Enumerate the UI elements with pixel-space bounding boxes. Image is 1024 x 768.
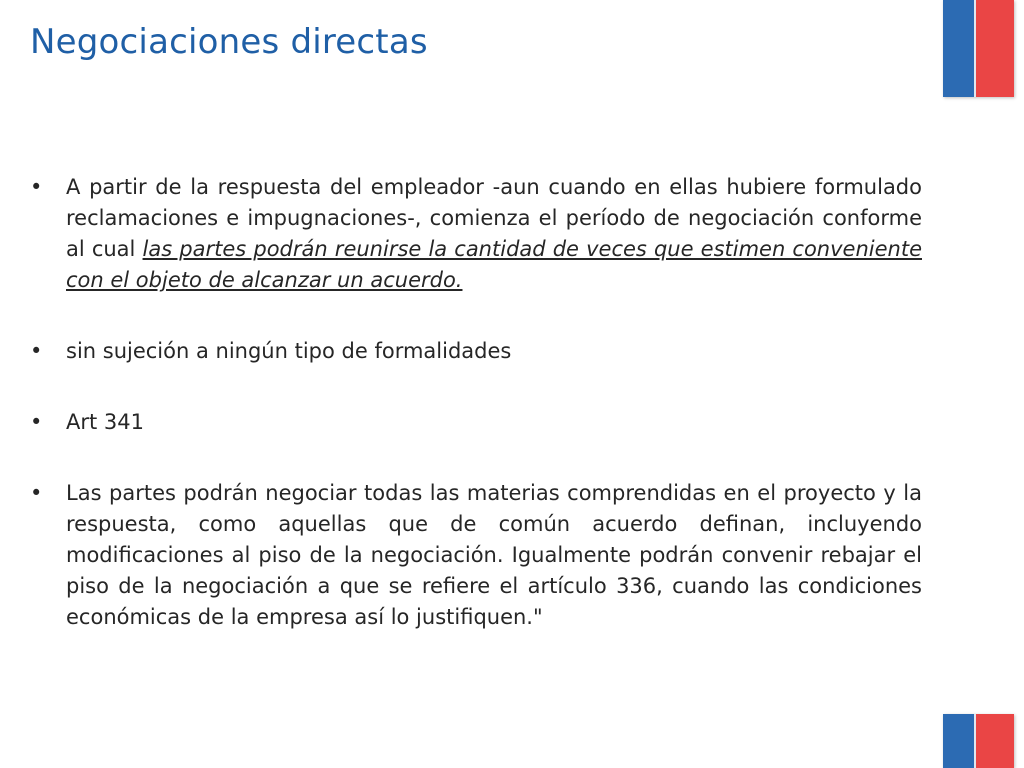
- bullet-item-4: [30, 478, 922, 633]
- flag-decoration-top: [943, 0, 1014, 97]
- flag-blue-stripe: [943, 0, 976, 97]
- flag-blue-stripe: [943, 714, 976, 768]
- bullet-marker: •: [30, 339, 43, 363]
- bullet-marker: •: [30, 481, 43, 505]
- bullet-3-text: Art 341: [66, 410, 144, 434]
- bullet-item-2: [30, 336, 922, 367]
- bullet-marker: •: [30, 410, 43, 434]
- bullet-1-text: A partir de la respuesta del empleador -aun cuando en ellas hubiere formulado reclamaciones e impugnaciones-, comienza el período de negociación conforme al cual: [66, 175, 922, 261]
- slide-title: Negociaciones directas: [30, 22, 428, 62]
- flag-red-stripe: [976, 714, 1014, 768]
- bullet-2-text: sin sujeción a ningún tipo de formalidades: [66, 339, 512, 363]
- bullet-1-emphasis: las partes podrán reunirse la cantidad de veces que estimen conveniente con el objeto de alcanzar un acuerdo.: [66, 237, 922, 292]
- bullet-item-3: [30, 407, 922, 438]
- flag-red-stripe: [976, 0, 1014, 97]
- bullet-item-1: [30, 172, 922, 296]
- bullet-marker: •: [30, 175, 43, 199]
- bullet-list: [30, 172, 922, 633]
- bullet-4-text: Las partes podrán negociar todas las materias comprendidas en el proyecto y la respuesta, como aquellas que de común acuerdo definan, incluyendo modificaciones al piso de la negociación. Igualmente podrán convenir rebajar el piso de la negociación a que se refiere el artículo 336, cuando las condiciones económicas de la empresa así lo justifiquen.": [66, 481, 922, 629]
- flag-decoration-bottom: [943, 714, 1014, 768]
